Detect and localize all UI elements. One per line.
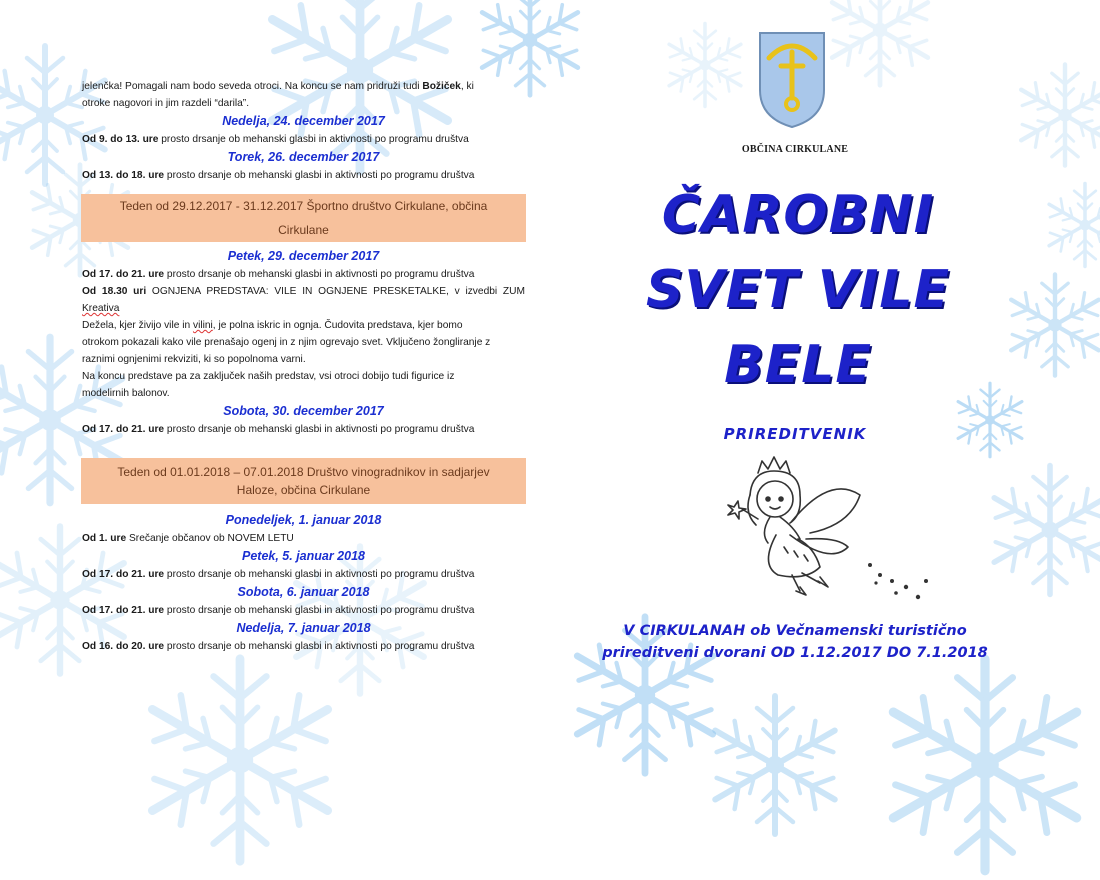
municipality-name: OBČINA CIRKULANE [741,144,849,155]
crest-icon [757,30,827,130]
event-date: Nedelja, 7. januar 2018 [236,621,371,635]
event-line: Od 9. do 13. ure prosto drsanje ob mehanski glasbi in aktivnosti po programu društva [82,134,469,145]
event-date: Sobota, 30. december 2017 [223,404,384,418]
event-date: Sobota, 6. januar 2018 [237,585,370,599]
show-description: Od 18.30 uri OGNJENA PREDSTAVA: VILE IN OGNJENE PRESKETALKE, v izvedbi ZUM Kreativa Dežela, kjer živijo vile in vilini, je polna iskric in ognja. Čudovita predstava, kjer bomo otrokom pokazali kako vile prenašajo ogenj in z njim ogrevajo svet. Vključeno žongliranje z raznimi ognjenimi rekviziti, ki so popolnoma varni. Na koncu predstave pa za zaključek naših predstav, vsi otroci dobijo tudi figurice iz modelirnih balonov. [82,286,525,399]
title-line-1: ČAROBNI [661,185,935,245]
event-line: Od 17. do 21. ure prosto drsanje ob mehanski glasbi in aktivnosti po programu društva [82,569,475,580]
snowflake-icon [1040,180,1100,270]
event-date: Petek, 5. januar 2018 [242,549,365,563]
venue-footer: V CIRKULANAH ob Večnamenski turistično prireditveni dvorani OD 1.12.2017 DO 7.1.2018 [602,623,988,661]
week-band: Teden od 01.01.2018 – 07.01.2018 Društvo vinogradnikov in sadjarjev Haloze, občina Cirkulane [81,458,526,504]
event-date: Torek, 26. december 2017 [227,150,380,164]
schedule-page [82,78,525,655]
snowflake-icon [660,20,750,110]
event-date: Petek, 29. december 2017 [227,249,380,263]
title-line-2: SVET VILE [645,260,951,320]
event-date: Nedelja, 24. december 2017 [222,114,385,128]
snowflake-icon [820,0,940,90]
snowflake-icon [700,690,850,840]
week-band: Teden od 29.12.2017 - 31.12.2017 Športno društvo Cirkulane, občina Cirkulane [81,194,526,242]
snowflake-icon [1010,60,1100,170]
subtitle: PRIREDITVENIK [723,425,867,443]
title-line-3: BELE [724,335,872,395]
fairy-illustration [720,455,935,610]
event-line: Od 17. do 21. ure prosto drsanje ob mehanski glasbi in aktivnosti po programu društva [82,269,475,280]
snowflake-icon [980,460,1100,600]
intro-paragraph: jelenčka! Pomagali nam bodo seveda otroci. Na koncu se nam pridruži tudi Božiček, ki otroke nagovori in jim razdeli “darila”. [82,81,474,109]
event-line: Od 1. ure Srečanje občanov ob NOVEM LETU [82,533,294,544]
snowflake-icon [870,650,1100,880]
event-line: Od 13. do 18. ure prosto drsanje ob mehanski glasbi in aktivnosti po programu društva [82,170,475,181]
event-date: Ponedeljek, 1. januar 2018 [225,513,382,527]
event-line: Od 17. do 21. ure prosto drsanje ob mehanski glasbi in aktivnosti po programu društva [82,605,475,616]
event-line: Od 16. do 20. ure prosto drsanje ob mehanski glasbi in aktivnosti po programu društva [82,641,475,652]
event-line: Od 17. do 21. ure prosto drsanje ob mehanski glasbi in aktivnosti po programu društva [82,424,475,435]
